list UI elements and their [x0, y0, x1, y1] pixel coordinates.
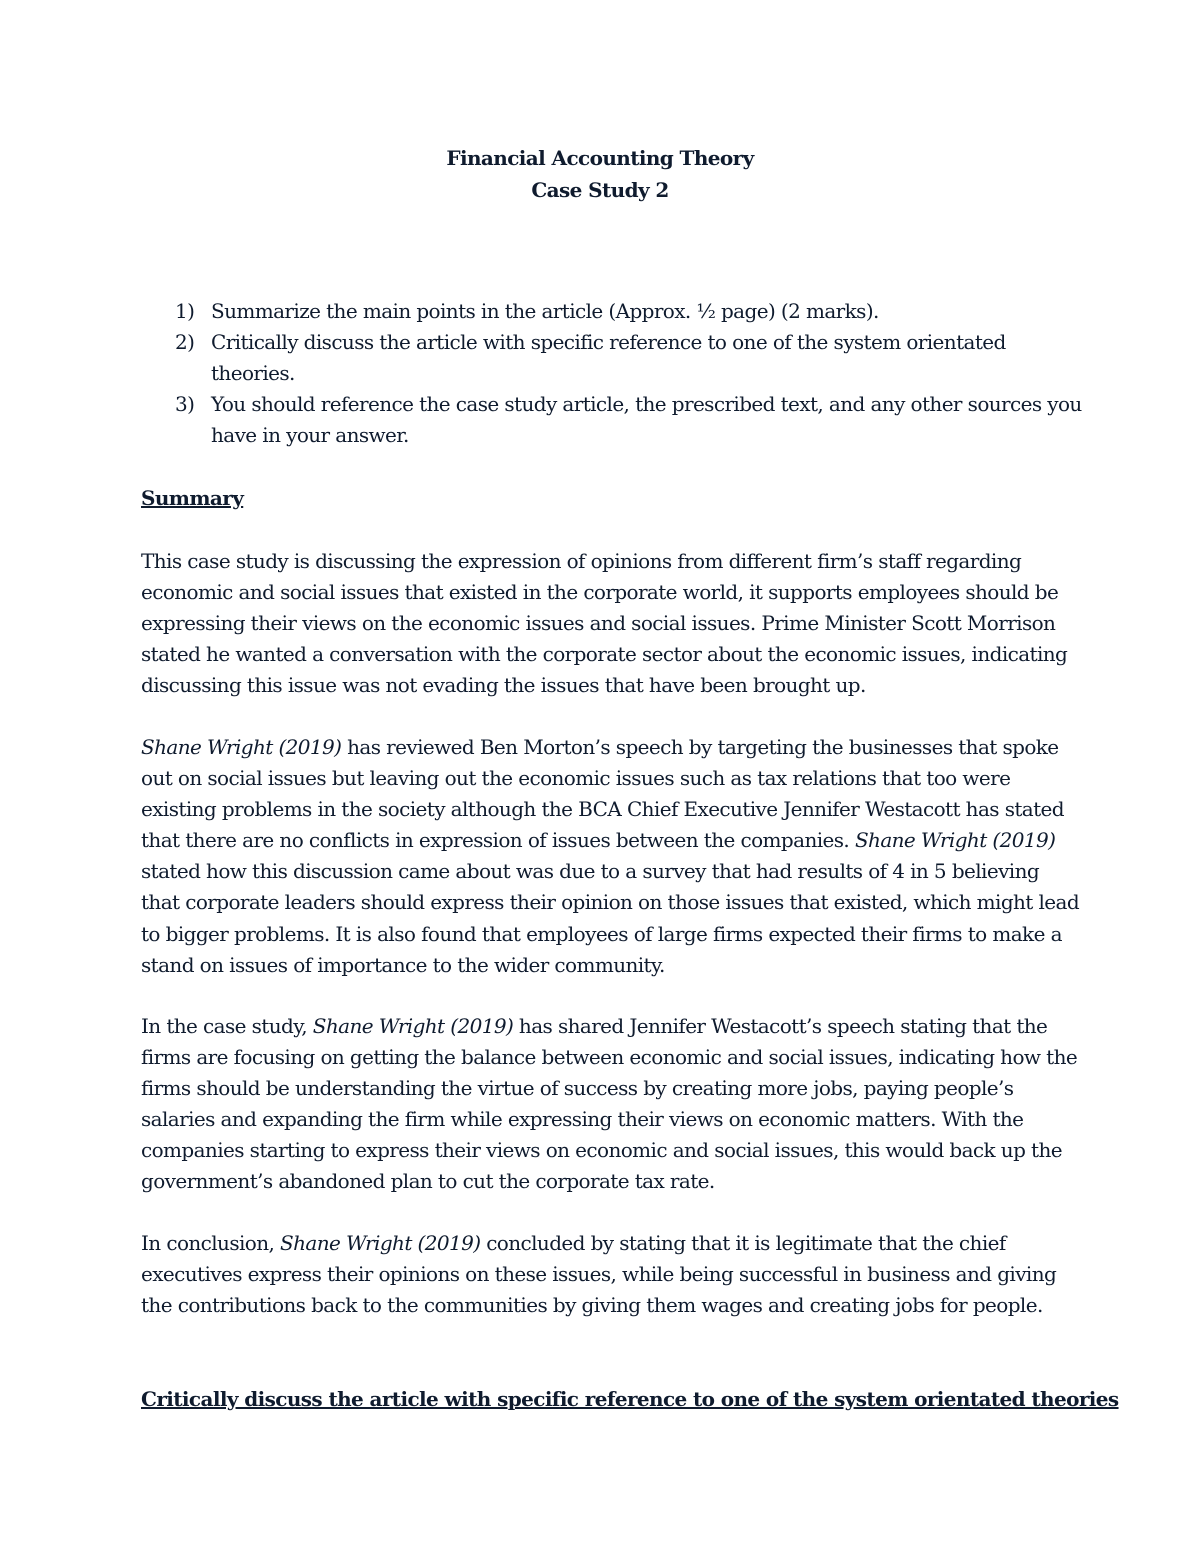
text-line: expressing their views on the economic issues and social issues. Prime Minister Scott Morrison	[141, 611, 1056, 636]
citation: Shane Wright (2019)	[312, 1014, 514, 1038]
citation: Shane Wright (2019)	[141, 735, 342, 759]
discussion-heading: Critically discuss the article with specific reference to one of the system orientated theories	[141, 1387, 1119, 1411]
title-block	[0, 142, 1200, 206]
text-line: out on social issues but leaving out the economic issues such as tax relations that too were	[141, 766, 1011, 791]
citation: Shane Wright (2019)	[280, 1231, 481, 1255]
question-item	[141, 389, 1082, 451]
text-line	[141, 732, 1071, 763]
text-line: stated how this discussion came about was due to a survey that had results of 4 in 5 believing	[141, 859, 1040, 884]
question-item	[141, 296, 1071, 327]
text-line	[141, 1011, 1071, 1042]
text-line: to bigger problems. It is also found that employees of large firms expected their firms to make a	[141, 921, 1062, 946]
text-segment: In the case study,	[141, 1014, 313, 1038]
text-segment: has reviewed Ben Morton’s speech by targeting the businesses that spoke	[341, 735, 1059, 759]
question-text: have in your answer.	[211, 423, 409, 447]
text-line	[141, 825, 1071, 856]
citation: Shane Wright (2019)	[854, 828, 1056, 853]
text-line: salaries and expanding the firm while expressing their views on economic matters. With the	[141, 1107, 1024, 1132]
text-line	[141, 1228, 1071, 1259]
text-segment: concluded by stating that it is legitimate that the chief	[480, 1231, 1006, 1255]
text-line: that corporate leaders should express their opinion on those issues that existed, which might lead	[141, 890, 1080, 915]
summary-heading: Summary	[141, 486, 244, 510]
text-line: firms are focusing on getting the balance between economic and social issues, indicating how the	[141, 1045, 1078, 1070]
document-title: Financial Accounting Theory	[446, 146, 754, 170]
summary-paragraph-1	[141, 546, 1071, 701]
question-number: 3)	[175, 392, 195, 416]
text-line: economic and social issues that existed in the corporate world, it supports employees should be	[141, 580, 1059, 605]
question-number: 2)	[175, 330, 195, 354]
question-item	[141, 327, 1071, 389]
text-line: stand on issues of importance to the wider community.	[141, 952, 665, 977]
text-segment: has shared Jennifer Westacott’s speech stating that the	[513, 1014, 1048, 1038]
document-subtitle: Case Study 2	[531, 178, 669, 202]
summary-paragraph-3	[141, 1011, 1078, 1198]
text-segment: In conclusion,	[141, 1231, 281, 1255]
question-text: Critically discuss the article with specific reference to one of the system orientated	[211, 330, 1006, 354]
question-number: 1)	[175, 299, 195, 323]
text-line: executives express their opinions on these issues, while being successful in business and giving	[141, 1262, 1057, 1287]
summary-paragraph-2	[141, 732, 1080, 981]
text-segment: that there are no conflicts in expression of issues between the companies.	[141, 828, 855, 853]
summary-paragraph-4	[141, 1228, 1071, 1321]
question-list	[141, 296, 1082, 451]
question-text: theories.	[211, 361, 295, 385]
text-line: existing problems in the society although the BCA Chief Executive Jennifer Westacott has stated	[141, 797, 1064, 822]
text-line: the contributions back to the communities by giving them wages and creating jobs for people.	[141, 1293, 1043, 1318]
text-line: This case study is discussing the expression of opinions from different firm’s staff regarding	[141, 549, 1022, 573]
text-line: discussing this issue was not evading the issues that have been brought up.	[141, 673, 866, 698]
text-line: government’s abandoned plan to cut the corporate tax rate.	[141, 1169, 715, 1194]
text-line: firms should be understanding the virtue of success by creating more jobs, paying people’s	[141, 1076, 1014, 1101]
text-line: companies starting to express their views on economic and social issues, this would back up the	[141, 1138, 1062, 1163]
text-line: stated he wanted a conversation with the corporate sector about the economic issues, indicating	[141, 642, 1068, 667]
question-text: You should reference the case study article, the prescribed text, and any other sources you	[211, 392, 1082, 416]
question-text: Summarize the main points in the article (Approx. ½ page) (2 marks).	[211, 299, 879, 323]
